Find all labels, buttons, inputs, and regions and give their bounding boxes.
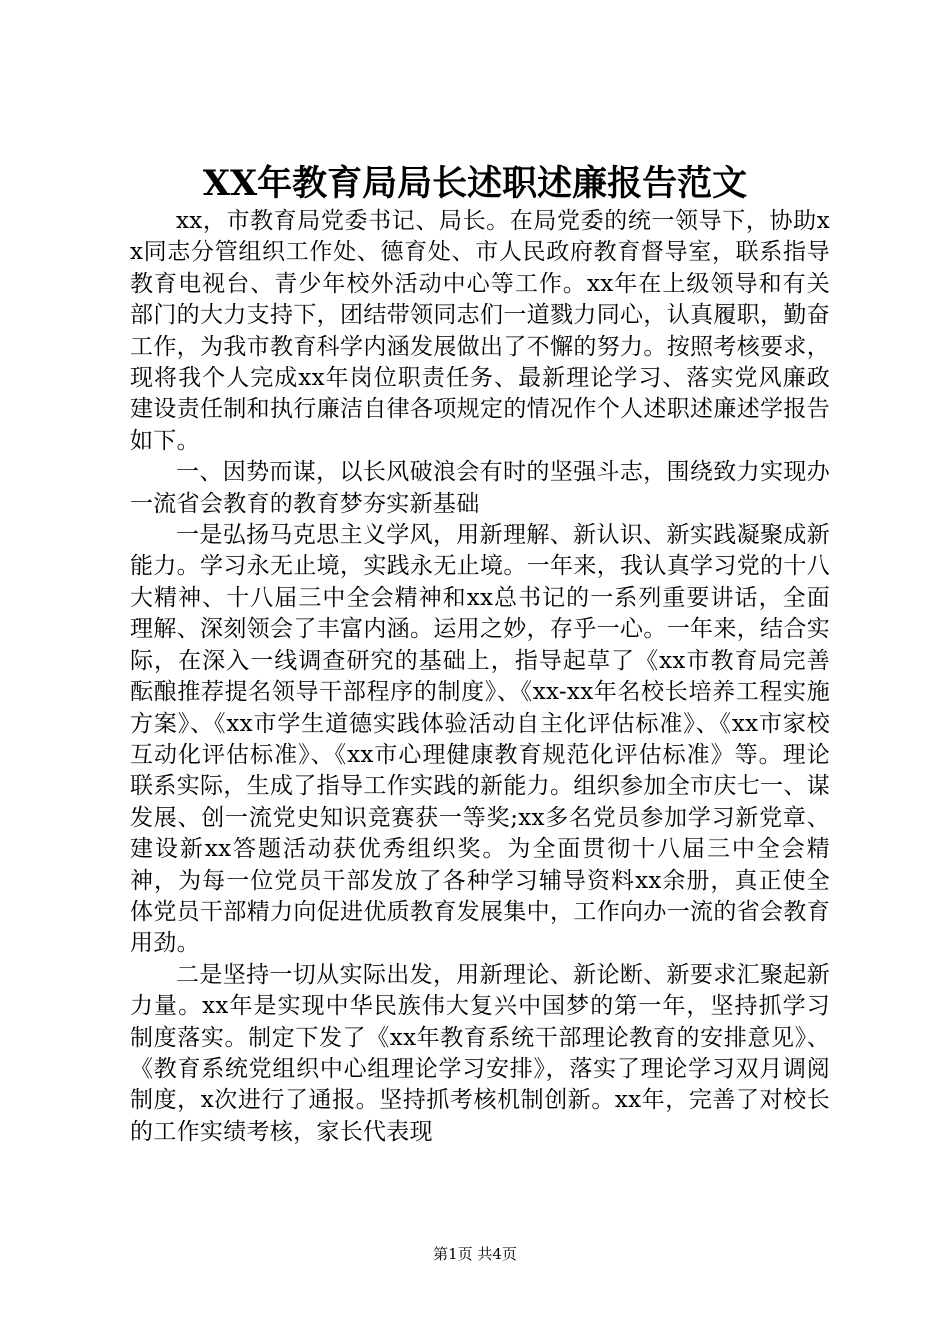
paragraph-intro: xx，市教育局党委书记、局长。在局党委的统一领导下，协助xx同志分管组织工作处、德育处、市人民政府教育督导室，联系指导教育电视台、青少年校外活动中心等工作。xx年在上级领导和有关部门的大力支持下，团结带领同志们一道戮力同心，认真履职，勤奋工作，为我市教育科学内涵发展做出了不懈的努力。按照考核要求，现将我个人完成xx年岗位职责任务、最新理论学习、落实党风廉政建设责任制和执行廉洁自律各项规定的情况作个人述职述廉述学报告如下。 xyxy=(130,208,830,454)
document-title: XX年教育局局长述职述廉报告范文 xyxy=(202,163,748,204)
page-number-footer: 第1页 共4页 xyxy=(433,1245,517,1263)
paragraph-point-one: 一是弘扬马克思主义学风，用新理解、新认识、新实践凝聚成新能力。学习永无止境，实践永无止境。一年来，我认真学习党的十八大精神、十八届三中全会精神和xx总书记的一系列重要讲话，全面理解、深刻领会了丰富内涵。运用之妙，存乎一心。一年来，结合实际，在深入一线调查研究的基础上，指导起草了《xx市教育局完善酝酿推荐提名领导干部程序的制度》、《xx-xx年名校长培养工程实施方案》、《xx市学生道德实践体验活动自主化评估标准》、《xx市家校互动化评估标准》、《xx市心理健康教育规范化评估标准》等。理论联系实际，生成了指导工作实践的新能力。组织参加全市庆七一、谋发展、创一流党史知识竞赛获一等奖;xx多名党员参加学习新党章、建设新xx答题活动获优秀组织奖。为全面贯彻十八届三中全会精神，为每一位党员干部发放了各种学习辅导资料xx余册，真正使全体党员干部精力向促进优质教育发展集中，工作向办一流的省会教育用劲。 xyxy=(130,522,830,957)
paragraph-point-two: 二是坚持一切从实际出发，用新理论、新论断、新要求汇聚起新力量。xx年是实现中华民族伟大复兴中国梦的第一年，坚持抓学习制度落实。制定下发了《xx年教育系统干部理论教育的安排意见》、《教育系统党组织中心组理论学习安排》，落实了理论学习双月调阅制度，x次进行了通报。坚持抓考核机制创新。xx年，完善了对校长的工作实绩考核，家长代表现 xyxy=(130,961,830,1145)
paragraph-section-heading: 一、因势而谋，以长风破浪会有时的坚强斗志，围绕致力实现办一流省会教育的教育梦夯实新基础 xyxy=(130,459,830,517)
document-body xyxy=(130,206,830,1148)
